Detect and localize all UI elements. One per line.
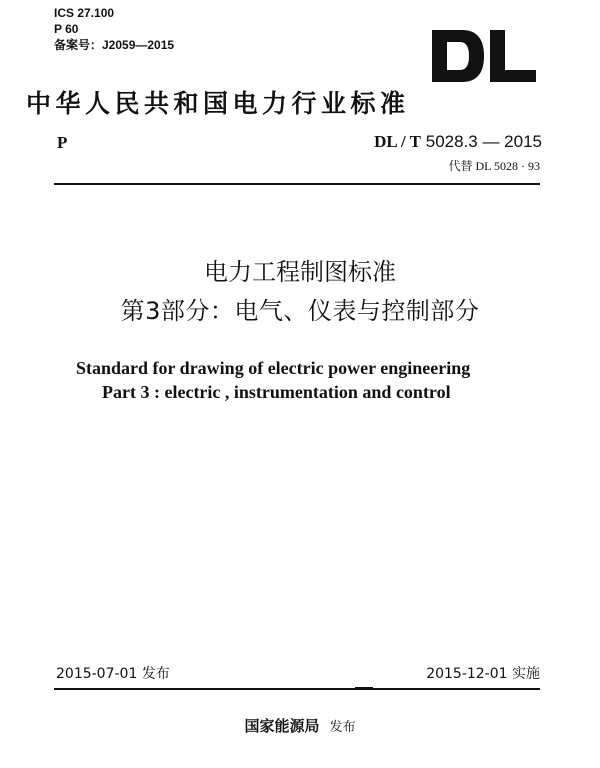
standard-number-prefix: DL / T [374,132,421,151]
ics-code: ICS 27.100 [54,6,115,20]
title-english-line2: Part 3 : electric , instrumentation and control [102,382,451,402]
standard-number-value: 5028.3 — 2015 [425,132,542,151]
category-code: P [57,133,68,152]
p-code: P 60 [54,22,79,36]
replaces-standard: 代替 DL 5028 · 93 [448,159,540,173]
industry-standard-title: 中华人民共和国电力行业标准 [26,89,410,118]
title-english-line1: Standard for drawing of electric power engineering [76,358,471,378]
dl-logo [432,28,538,84]
record-number: 备案号：J2059—2015 [54,38,175,52]
title-chinese-line1: 电力工程制图标准 [204,258,396,286]
title-chinese-line2: 第3部分：电气、仪表与控制部分 [120,297,480,325]
bottom-divider [54,688,540,690]
standard-number [374,132,542,152]
publisher-name: 国家能源局 [244,717,320,735]
publisher-action: 发布 [329,720,356,735]
top-divider [54,183,540,185]
issue-date: 2015-07-01 发布 [56,666,170,682]
publisher [0,717,600,737]
divider-mark [355,687,373,688]
implementation-date: 2015-12-01 实施 [426,666,540,682]
